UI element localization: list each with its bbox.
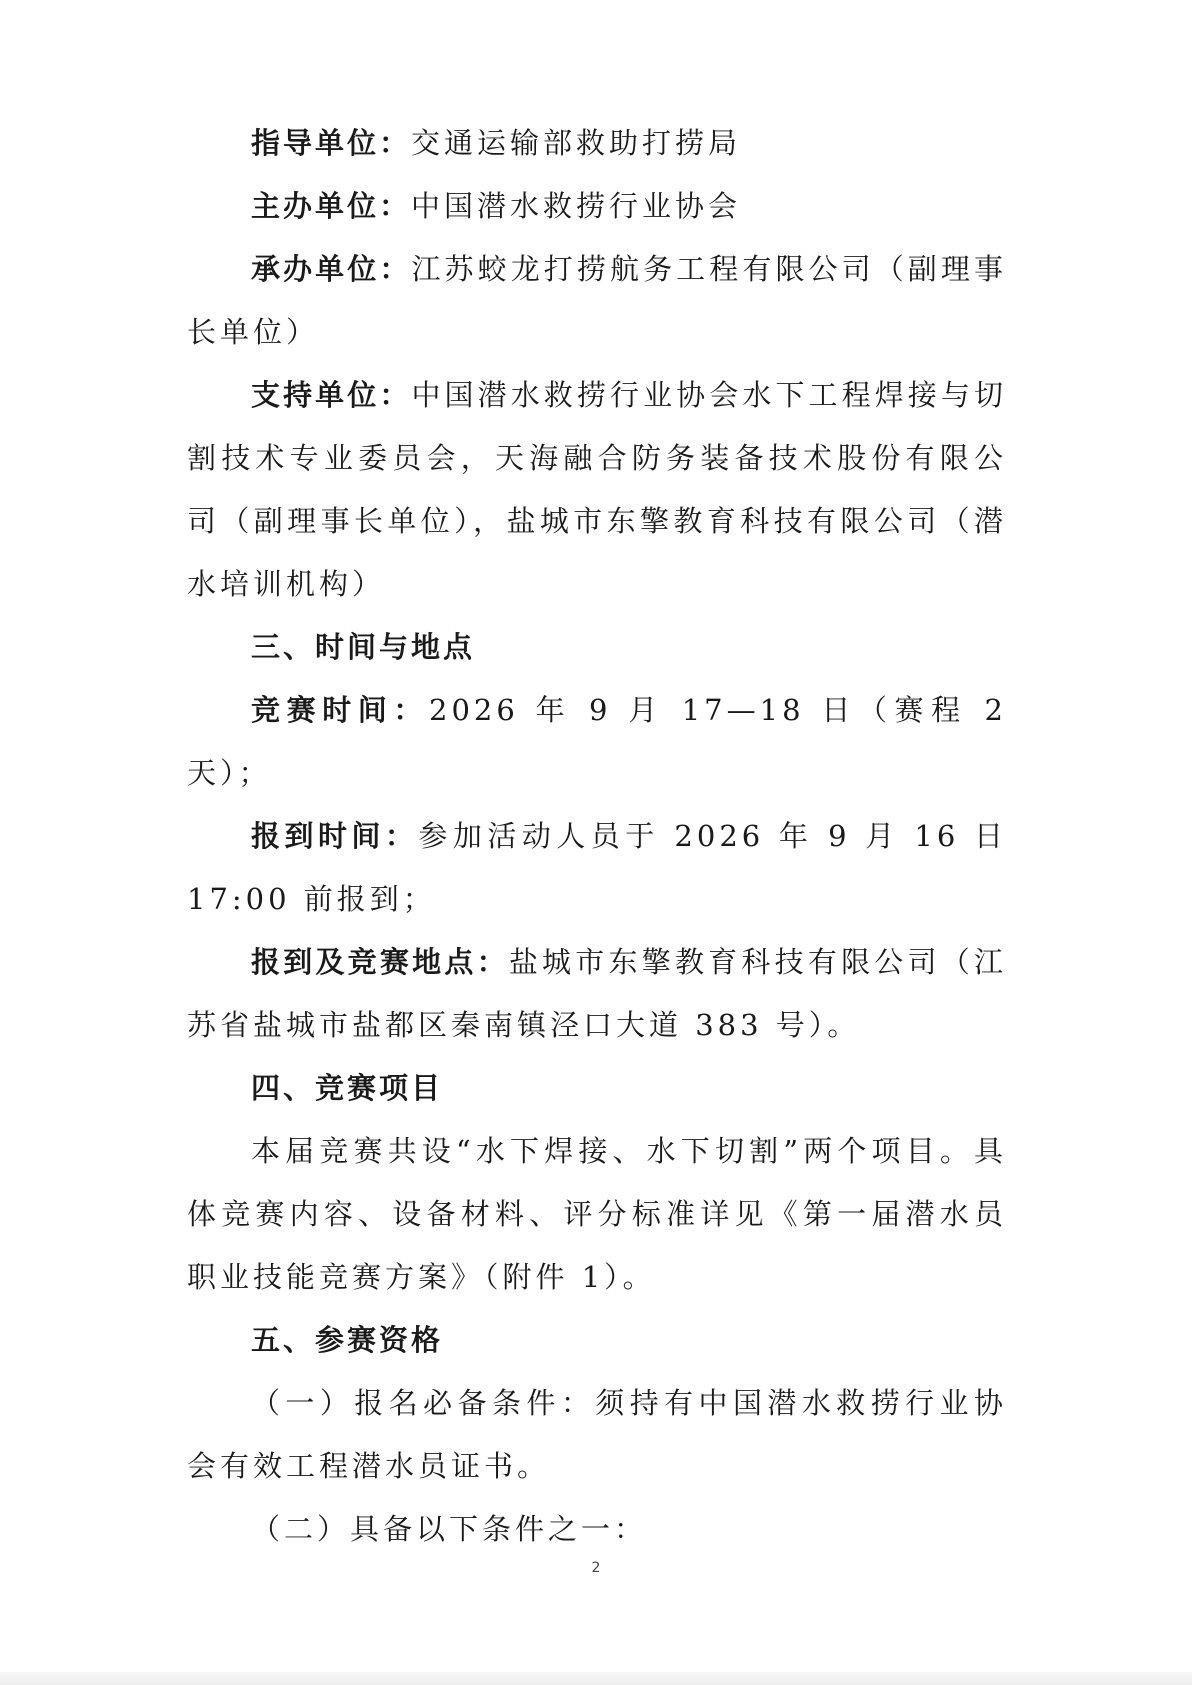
competition-time-label: 竞赛时间： (251, 693, 429, 727)
undertake-unit-value: 江苏蛟龙打捞航务工程有限公司（副理事长单位） (187, 252, 1007, 349)
host-unit-label: 主办单位： (251, 189, 412, 223)
page-number: 2 (591, 1560, 601, 1576)
host-unit-paragraph (187, 175, 1007, 238)
report-time-value: 参加活动人员于 2026 年 9 月 16 日 17:00 前报到； (187, 819, 1007, 916)
host-unit-value: 中国潜水救捞行业协会 (411, 189, 742, 223)
competition-items-paragraph: 本届竞赛共设“水下焊接、水下切割”两个项目。具体竞赛内容、设备材料、评分标准详见《第一届潜水员职业技能竞赛方案》（附件 1）。 (187, 1134, 1007, 1294)
support-unit-value: 中国潜水救捞行业协会水下工程焊接与切割技术专业委员会，天海融合防务装备技术股份有限公司（副理事长单位），盐城市东擎教育科技有限公司（潜水培训机构） (187, 378, 1007, 601)
guide-unit-label: 指导单位： (251, 126, 412, 160)
competition-time-paragraph (187, 679, 1007, 805)
eligibility-item-2: （二）具备以下条件之一： (251, 1512, 648, 1546)
report-time-label: 报到时间： (251, 819, 419, 853)
location-paragraph (187, 931, 1007, 1057)
section-heading-eligibility: 五、参赛资格 (251, 1323, 444, 1357)
eligibility-item-1: （一）报名必备条件：须持有中国潜水救捞行业协会有效工程潜水员证书。 (187, 1386, 1007, 1483)
scan-bottom-edge (0, 1672, 1192, 1685)
location-value: 盐城市东擎教育科技有限公司（江苏省盐城市盐都区秦南镇泾口大道 383 号）。 (187, 945, 1007, 1042)
report-time-paragraph (187, 805, 1007, 931)
location-label: 报到及竞赛地点： (251, 945, 509, 979)
undertake-unit-paragraph (187, 238, 1007, 364)
guide-unit-paragraph (187, 112, 1007, 175)
section-heading-time-location: 三、时间与地点 (251, 630, 476, 664)
guide-unit-value: 交通运输部救助打捞局 (411, 126, 742, 160)
support-unit-paragraph (187, 364, 1007, 616)
support-unit-label: 支持单位： (251, 378, 412, 412)
section-heading-competition-items: 四、竞赛项目 (251, 1071, 444, 1105)
competition-time-value: 2026 年 9 月 17—18 日（赛程 2 天）； (187, 693, 1007, 790)
document-body (187, 112, 1007, 1561)
undertake-unit-label: 承办单位： (251, 252, 412, 286)
